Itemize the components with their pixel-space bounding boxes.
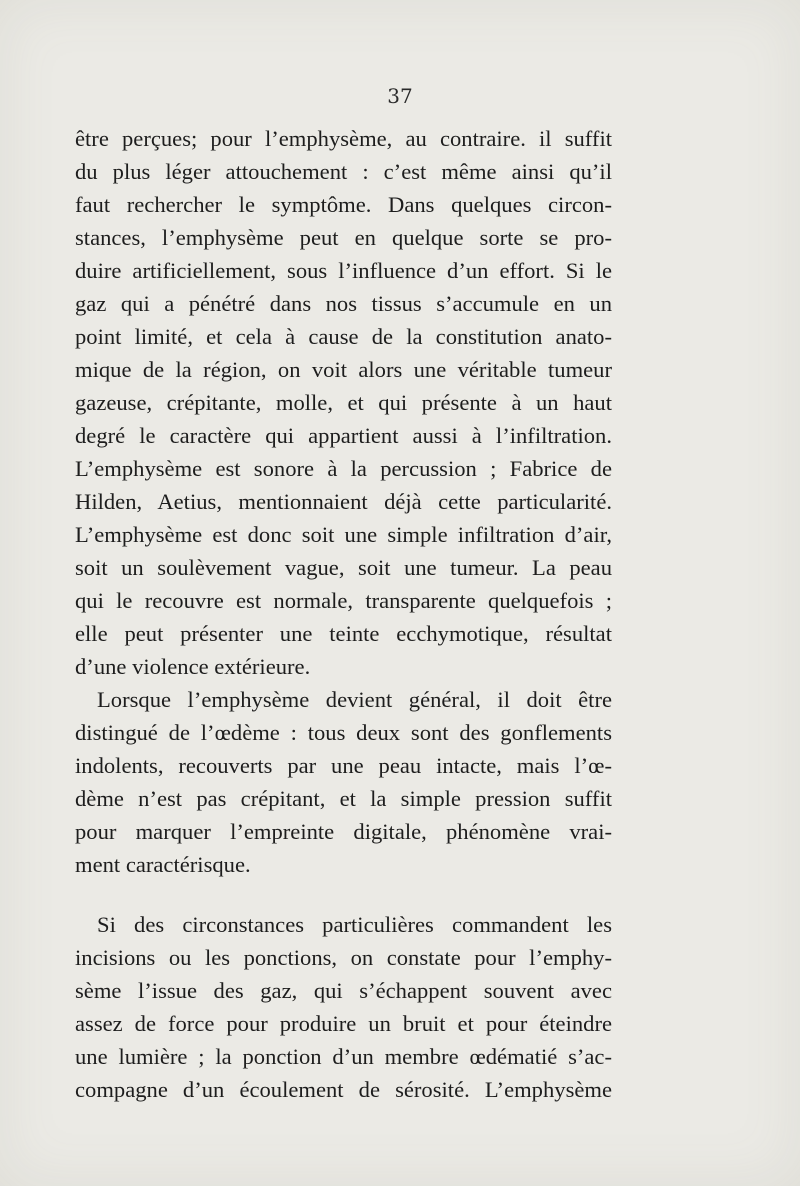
page-number: 37 xyxy=(387,84,413,108)
text-line: degré le caractère qui appartient aussi à l’infiltration. xyxy=(75,423,612,448)
text-line: compagne d’un écoulement de sérosité. L’emphysème xyxy=(75,1077,612,1102)
paragraph-2 xyxy=(75,683,612,881)
text-line: gazeuse, crépitante, molle, et qui présente à un haut xyxy=(75,390,612,415)
text-line: dème n’est pas crépitant, et la simple pression suffit xyxy=(75,786,612,811)
text-line: faut rechercher le symptôme. Dans quelques circon- xyxy=(75,192,612,217)
paragraph-3 xyxy=(75,908,612,1106)
text-line: gaz qui a pénétré dans nos tissus s’accumule en un xyxy=(75,291,612,316)
text-line: Si des circonstances particulières commandent les xyxy=(97,912,612,937)
text-line: L’emphysème est sonore à la percussion ; Fabrice de xyxy=(75,456,612,481)
text-line: incisions ou les ponctions, on constate pour l’emphy- xyxy=(75,945,612,970)
text-line: indolents, recouverts par une peau intacte, mais l’œ- xyxy=(75,753,612,778)
text-line: du plus léger attouchement : c’est même ainsi qu’il xyxy=(75,159,612,184)
text-line: stances, l’emphysème peut en quelque sorte se pro- xyxy=(75,225,612,250)
text-line: une lumière ; la ponction d’un membre œdématié s’ac- xyxy=(75,1044,612,1069)
text-line: qui le recouvre est normale, transparente quelquefois ; xyxy=(75,588,612,613)
text-line: pour marquer l’empreinte digitale, phénomène vrai- xyxy=(75,819,612,844)
text-line: duire artificiellement, sous l’influence d’un effort. Si le xyxy=(75,258,612,283)
text-line: d’une violence extérieure. xyxy=(75,654,311,679)
body-text xyxy=(75,122,612,1106)
text-line: L’emphysème est donc soit une simple infiltration d’air, xyxy=(75,522,612,547)
text-line: mique de la région, on voit alors une véritable tumeur xyxy=(75,357,612,382)
text-line: distingué de l’œdème : tous deux sont des gonflements xyxy=(75,720,612,745)
paragraph-1 xyxy=(75,122,612,683)
text-line: assez de force pour produire un bruit et pour éteindre xyxy=(75,1011,612,1036)
text-line: ment caractérisque. xyxy=(75,852,251,877)
text-line: être perçues; pour l’emphysème, au contraire. il suffit xyxy=(75,126,612,151)
text-line: Hilden, Aetius, mentionnaient déjà cette particularité. xyxy=(75,489,612,514)
text-line: elle peut présenter une teinte ecchymotique, résultat xyxy=(75,621,612,646)
text-line: Lorsque l’emphysème devient général, il doit être xyxy=(97,687,612,712)
text-line: soit un soulèvement vague, soit une tumeur. La peau xyxy=(75,555,612,580)
text-line: sème l’issue des gaz, qui s’échappent souvent avec xyxy=(75,978,612,1003)
text-line: point limité, et cela à cause de la constitution anato- xyxy=(75,324,612,349)
paragraph-gap xyxy=(75,881,612,908)
